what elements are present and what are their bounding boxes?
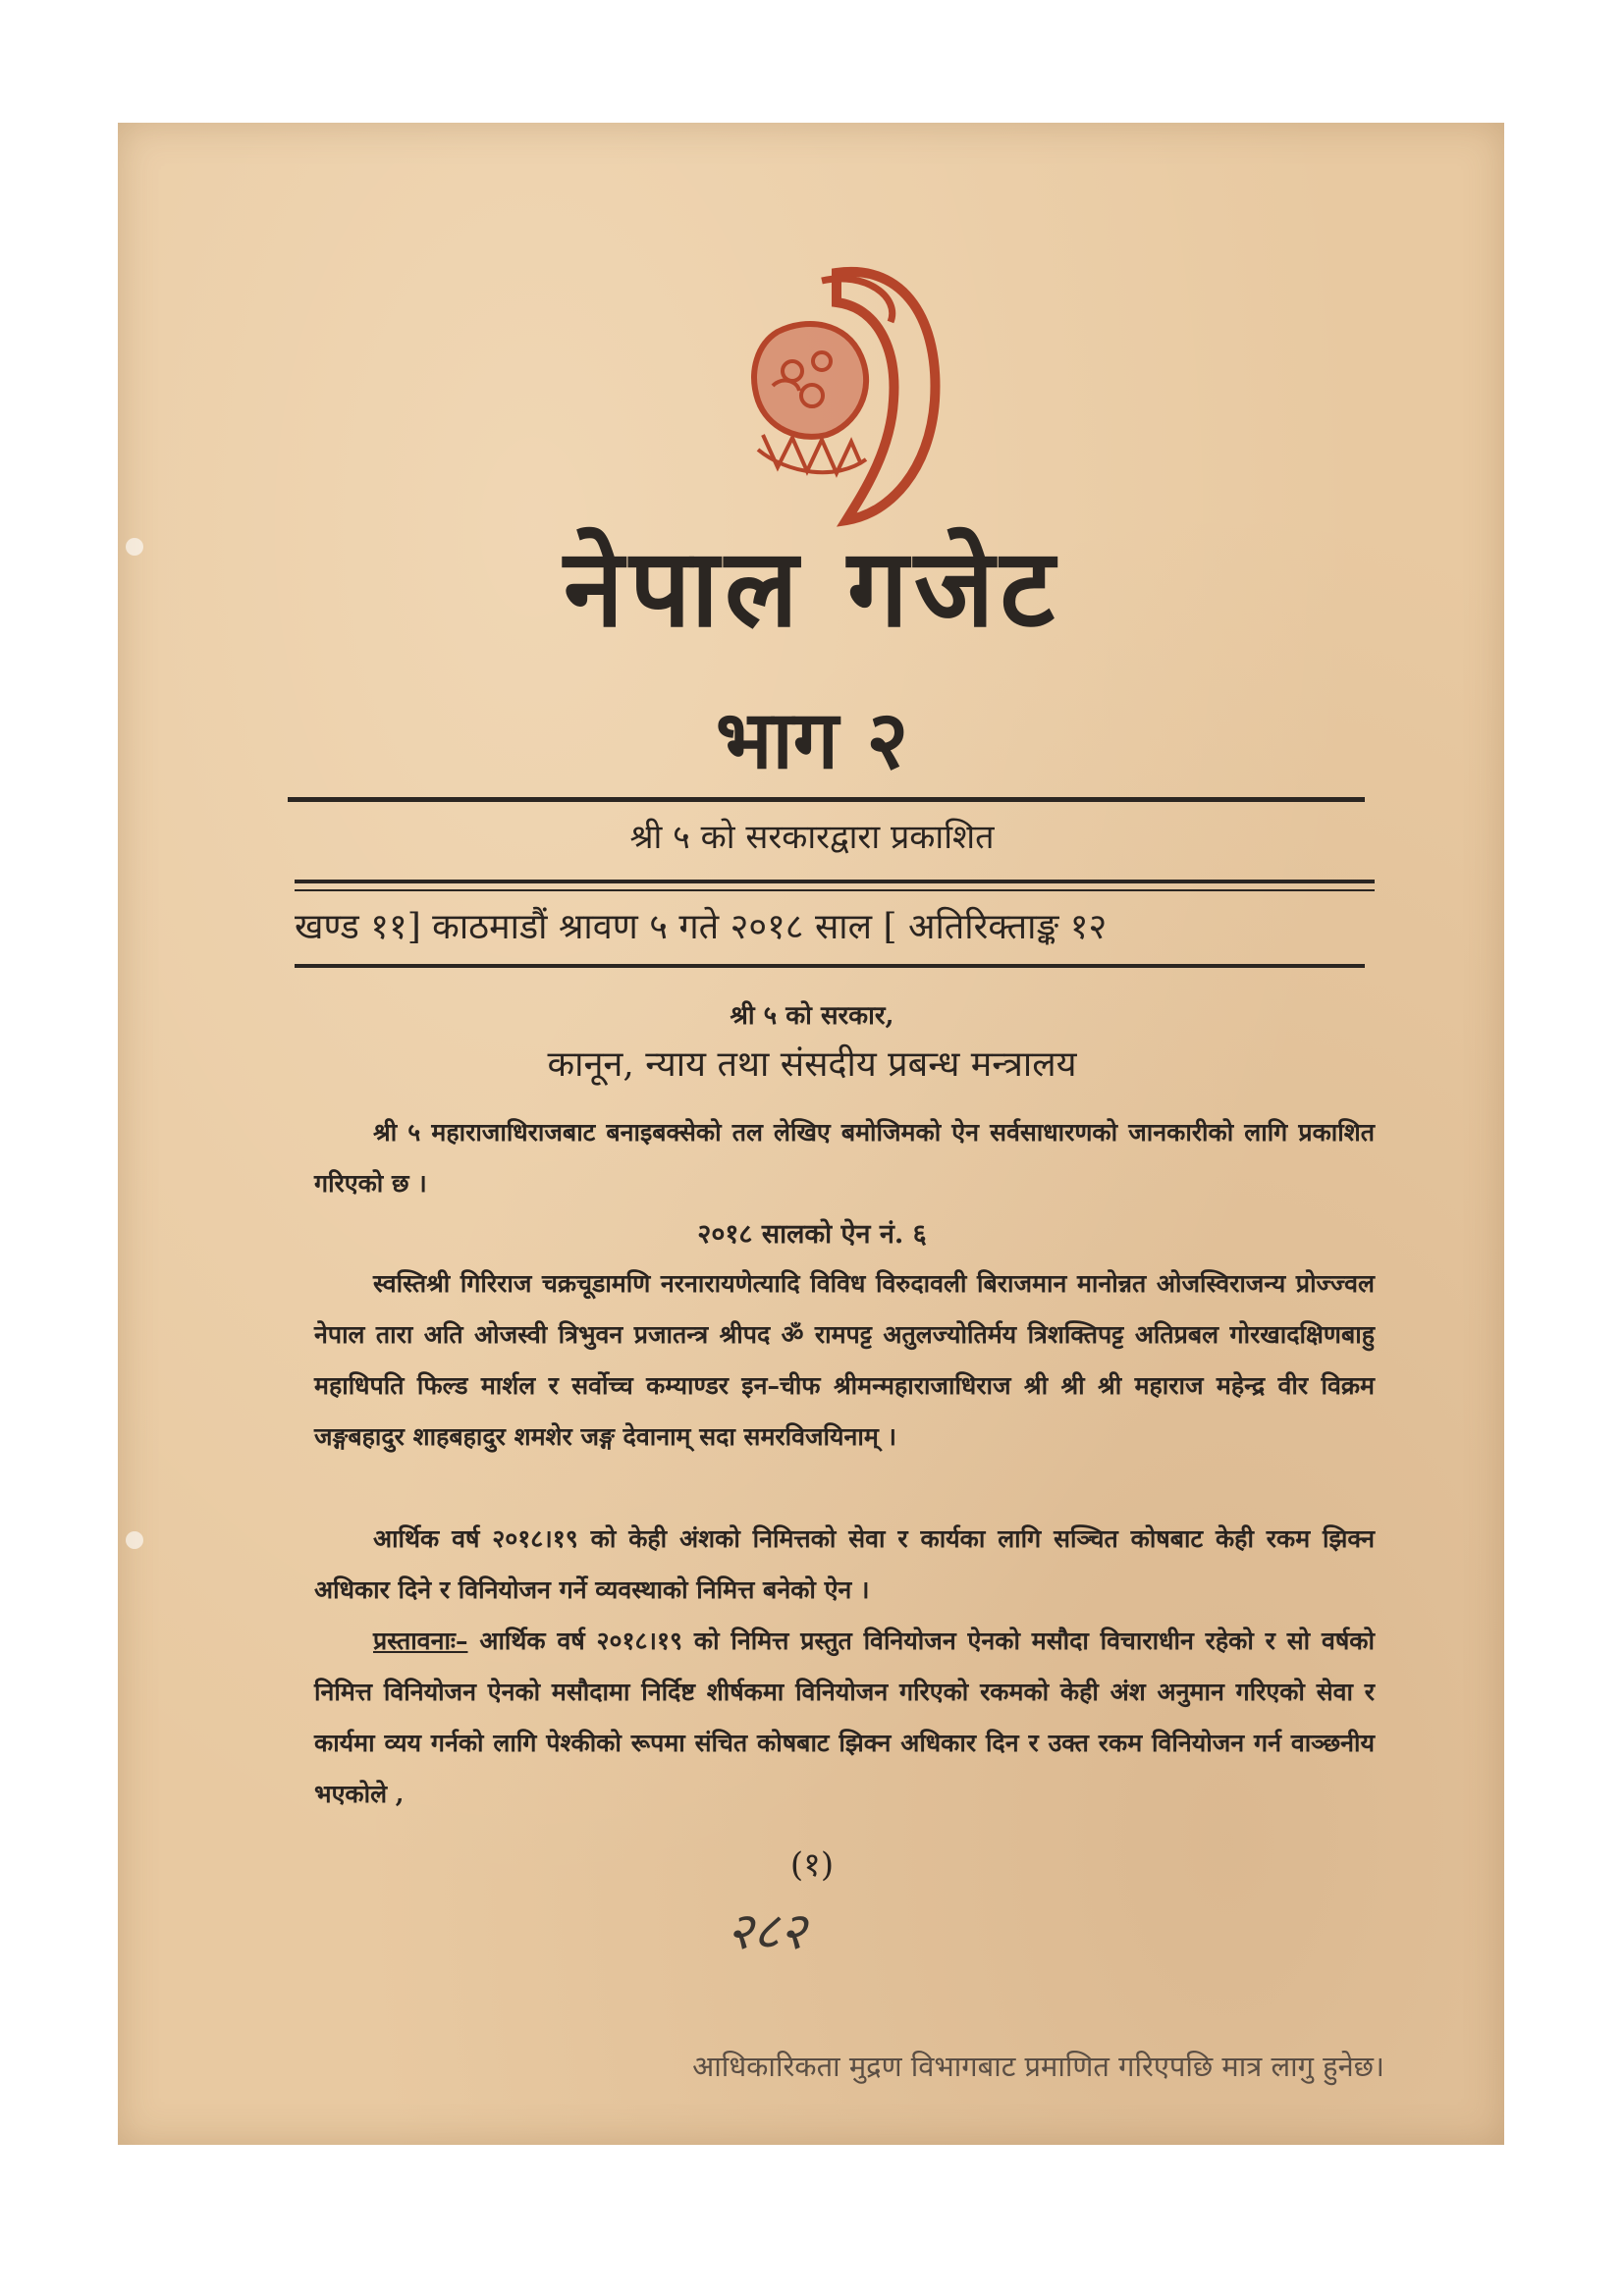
rule-issue-top-2 <box>295 889 1375 891</box>
ministry-name: कानून, न्याय तथा संसदीय प्रबन्ध मन्त्रालय <box>547 1044 1077 1085</box>
act-number: २०१८ सालको ऐन नं. ६ <box>697 1219 927 1250</box>
government-line: श्री ५ को सरकार, <box>730 1001 894 1031</box>
act-purpose: आर्थिक वर्ष २०१८।१९ को केही अंशको निमित्तको सेवा र कार्यका लागि सञ्चित कोषबाट केही रकम झिक्न अधिकार दिने र विनियोजन गर्ने व्यवस्थाको निमित्त बनेको ऐन । <box>314 1524 1375 1604</box>
binding-hole <box>126 1531 143 1549</box>
preamble-text: आर्थिक वर्ष २०१८।१९ को निमित्त प्रस्तुत विनियोजन ऐनको मसौदा विचाराधीन रहेको र सो वर्षको निमित्त विनियोजन ऐनको मसौदामा निर्दिष्ट शीर्षकमा विनियोजन गरिएको रकमको केही अंश अनुमान गरिएको सेवा र कार्यमा व्यय गर्नको लागि पेश्कीको रूपमा संचित कोषबाट झिक्न अधिकार दिन र उक्त रकम विनियोजन गर्न वाञ्छनीय भएकोले , <box>314 1627 1375 1808</box>
gazette-masthead: नेपाल गजेट <box>564 524 1060 651</box>
royal-title-paragraph: स्वस्तिश्री गिरिराज चक्रचूडामणि नरनारायणेत्यादि विविध विरुदावली बिराजमान मानोन्नत ओजस्विराजन्य प्रोज्ज्वल नेपाल तारा अति ओजस्वी त्रिभुवन प्रजातन्त्र श्रीपद ॐ रामपट्ट अतुलज्योतिर्मय त्रिशक्तिपट्ट अतिप्रबल गोरखादक्षिणबाहु महाधिपति फिल्ड मार्शल र सर्वोच्च कम्याण्डर इन–चीफ श्रीमन्महाराजाधिराज श्री श्री श्री महाराज महेन्द्र वीर विक्रम जङ्गबहादुर शाहबहादुर शमशेर जङ्ग देवानाम् सदा समरविजयिनाम् । <box>314 1269 1375 1451</box>
publisher-line: श्री ५ को सरकारद्वारा प्रकाशित <box>629 818 995 857</box>
issue-line: खण्ड ११] काठमाडौं श्रावण ५ गते २०१८ साल [ अतिरिक्ताङ्क १२ <box>295 907 1108 947</box>
preamble-label: प्रस्तावनाः– <box>373 1627 468 1655</box>
handwritten-number: २८२ <box>727 1902 807 1961</box>
footer-note: आधिकारिकता मुद्रण विभागबाट प्रमाणित गरिएपछि मात्र लागु हुनेछ। <box>692 2050 1384 2083</box>
gazette-part: भाग २ <box>715 693 909 787</box>
publication-notice: श्री ५ महाराजाधिराजबाट बनाइबक्सेको तल लेखिए बमोजिमको ऐन सर्वसाधारणको जानकारीको लागि प्रकाशित गरिएको छ । <box>314 1118 1375 1198</box>
rule-top <box>288 797 1365 802</box>
preamble-paragraph <box>314 1616 1375 1820</box>
rule-issue-top-1 <box>295 880 1375 883</box>
royal-crown-emblem-icon <box>719 263 945 528</box>
page-number: (१) <box>789 1845 835 1885</box>
rule-issue-bottom <box>295 964 1365 968</box>
